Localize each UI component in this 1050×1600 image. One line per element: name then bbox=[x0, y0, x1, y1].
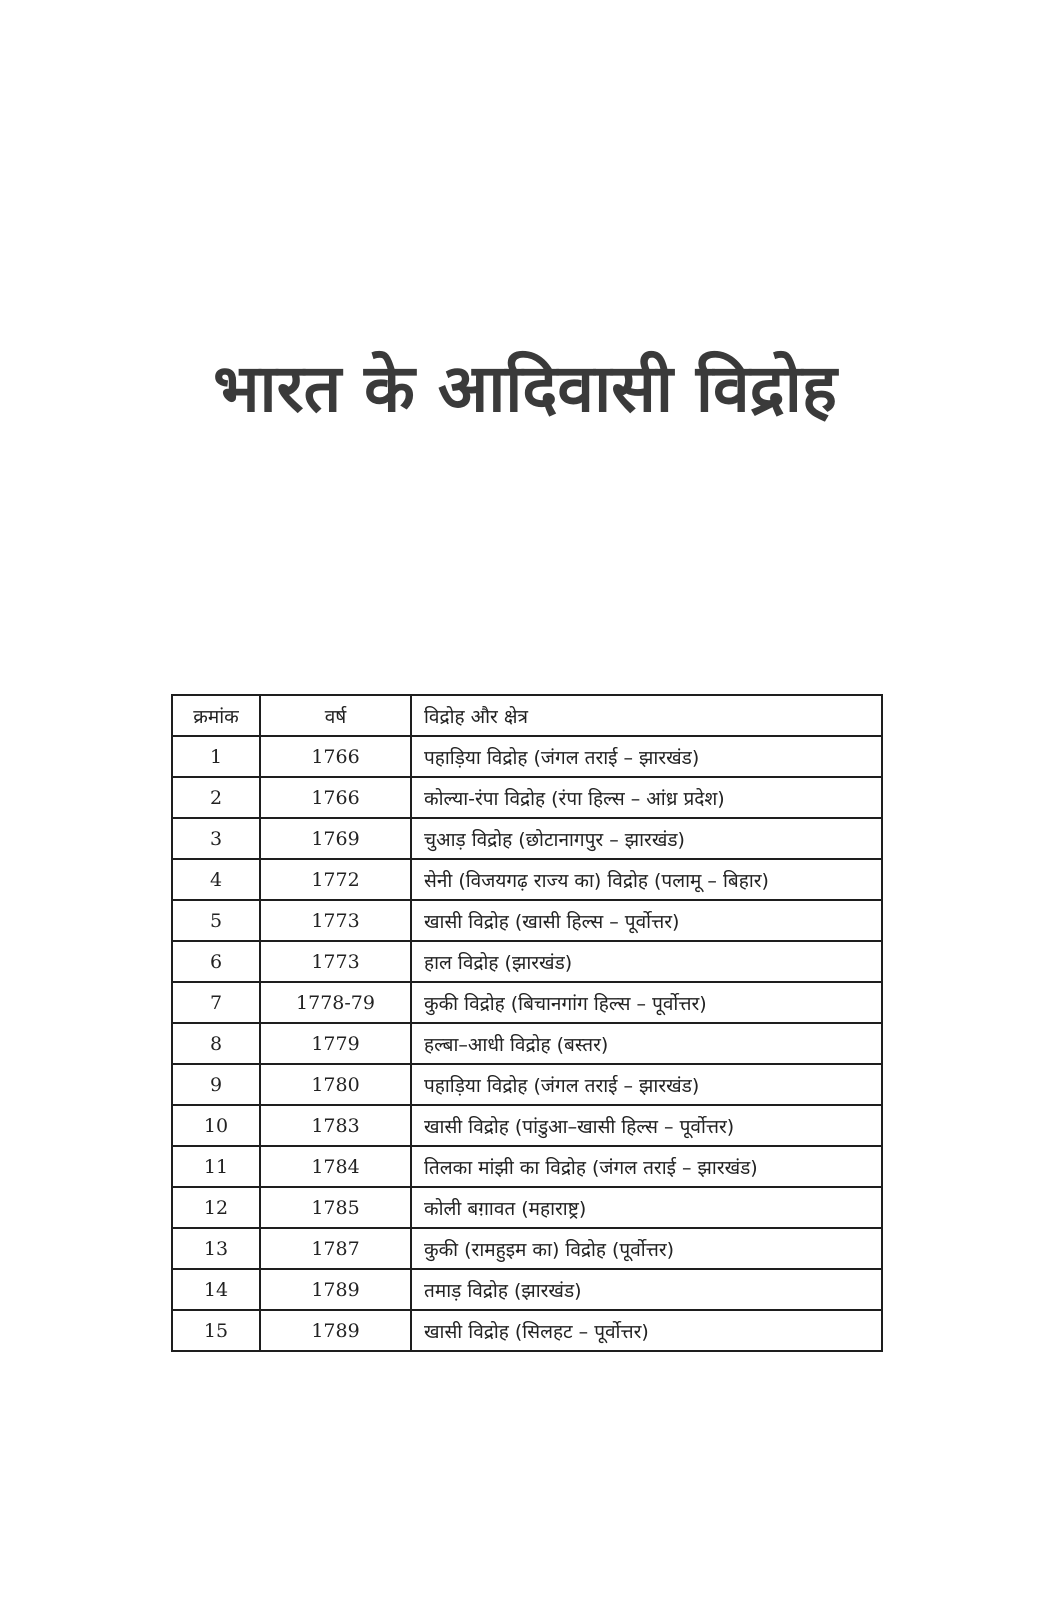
rebellion-cell: कुकी विद्रोह (बिचानगांग हिल्स – पूर्वोत्तर) bbox=[411, 982, 882, 1023]
table-header-row bbox=[172, 695, 882, 736]
table-row bbox=[172, 900, 882, 941]
rebellion-cell: तिलका मांझी का विद्रोह (जंगल तराई – झारखंड) bbox=[411, 1146, 882, 1187]
year-cell: 1766 bbox=[260, 777, 411, 818]
rebellion-cell: कोली बग़ावत (महाराष्ट्र) bbox=[411, 1187, 882, 1228]
serial-number-cell: 6 bbox=[172, 941, 260, 982]
serial-number-cell: 7 bbox=[172, 982, 260, 1023]
serial-number-cell: 9 bbox=[172, 1064, 260, 1105]
header-rebellion-and-region: विद्रोह और क्षेत्र bbox=[411, 695, 882, 736]
rebellion-cell: कुकी (रामहुइम का) विद्रोह (पूर्वोत्तर) bbox=[411, 1228, 882, 1269]
table-row bbox=[172, 1105, 882, 1146]
table-row bbox=[172, 1310, 882, 1351]
serial-number-cell: 10 bbox=[172, 1105, 260, 1146]
header-year: वर्ष bbox=[260, 695, 411, 736]
year-cell: 1789 bbox=[260, 1269, 411, 1310]
serial-number-cell: 4 bbox=[172, 859, 260, 900]
page-title: भारत के आदिवासी विद्रोह bbox=[213, 350, 837, 428]
table-row bbox=[172, 818, 882, 859]
serial-number-cell: 14 bbox=[172, 1269, 260, 1310]
year-cell: 1789 bbox=[260, 1310, 411, 1351]
table-row bbox=[172, 777, 882, 818]
year-cell: 1780 bbox=[260, 1064, 411, 1105]
year-cell: 1772 bbox=[260, 859, 411, 900]
table-row bbox=[172, 1146, 882, 1187]
year-cell: 1766 bbox=[260, 736, 411, 777]
rebellions-table-container bbox=[171, 694, 881, 1352]
rebellion-cell: खासी विद्रोह (पांडुआ–खासी हिल्स – पूर्वोत्तर) bbox=[411, 1105, 882, 1146]
table-row bbox=[172, 736, 882, 777]
year-cell: 1783 bbox=[260, 1105, 411, 1146]
table-row bbox=[172, 1064, 882, 1105]
rebellion-cell: हाल विद्रोह (झारखंड) bbox=[411, 941, 882, 982]
rebellion-cell: खासी विद्रोह (सिलहट – पूर्वोत्तर) bbox=[411, 1310, 882, 1351]
year-cell: 1773 bbox=[260, 941, 411, 982]
year-cell: 1787 bbox=[260, 1228, 411, 1269]
rebellion-cell: हल्बा–आधी विद्रोह (बस्तर) bbox=[411, 1023, 882, 1064]
table-row bbox=[172, 1228, 882, 1269]
table-row bbox=[172, 859, 882, 900]
table-row bbox=[172, 1187, 882, 1228]
serial-number-cell: 13 bbox=[172, 1228, 260, 1269]
serial-number-cell: 3 bbox=[172, 818, 260, 859]
header-serial-number: क्रमांक bbox=[172, 695, 260, 736]
year-cell: 1773 bbox=[260, 900, 411, 941]
rebellion-cell: पहाड़िया विद्रोह (जंगल तराई – झारखंड) bbox=[411, 736, 882, 777]
rebellions-table bbox=[171, 694, 883, 1352]
year-cell: 1769 bbox=[260, 818, 411, 859]
year-cell: 1779 bbox=[260, 1023, 411, 1064]
table-row bbox=[172, 982, 882, 1023]
year-cell: 1778-79 bbox=[260, 982, 411, 1023]
rebellion-cell: चुआड़ विद्रोह (छोटानागपुर – झारखंड) bbox=[411, 818, 882, 859]
serial-number-cell: 15 bbox=[172, 1310, 260, 1351]
serial-number-cell: 12 bbox=[172, 1187, 260, 1228]
serial-number-cell: 11 bbox=[172, 1146, 260, 1187]
serial-number-cell: 1 bbox=[172, 736, 260, 777]
table-row bbox=[172, 1023, 882, 1064]
table-row bbox=[172, 941, 882, 982]
year-cell: 1784 bbox=[260, 1146, 411, 1187]
rebellion-cell: सेनी (विजयगढ़ राज्य का) विद्रोह (पलामू – बिहार) bbox=[411, 859, 882, 900]
rebellion-cell: पहाड़िया विद्रोह (जंगल तराई – झारखंड) bbox=[411, 1064, 882, 1105]
year-cell: 1785 bbox=[260, 1187, 411, 1228]
serial-number-cell: 5 bbox=[172, 900, 260, 941]
table-row bbox=[172, 1269, 882, 1310]
rebellion-cell: खासी विद्रोह (खासी हिल्स – पूर्वोत्तर) bbox=[411, 900, 882, 941]
rebellion-cell: तमाड़ विद्रोह (झारखंड) bbox=[411, 1269, 882, 1310]
rebellion-cell: कोल्या-रंपा विद्रोह (रंपा हिल्स – आंध्र प्रदेश) bbox=[411, 777, 882, 818]
serial-number-cell: 2 bbox=[172, 777, 260, 818]
serial-number-cell: 8 bbox=[172, 1023, 260, 1064]
